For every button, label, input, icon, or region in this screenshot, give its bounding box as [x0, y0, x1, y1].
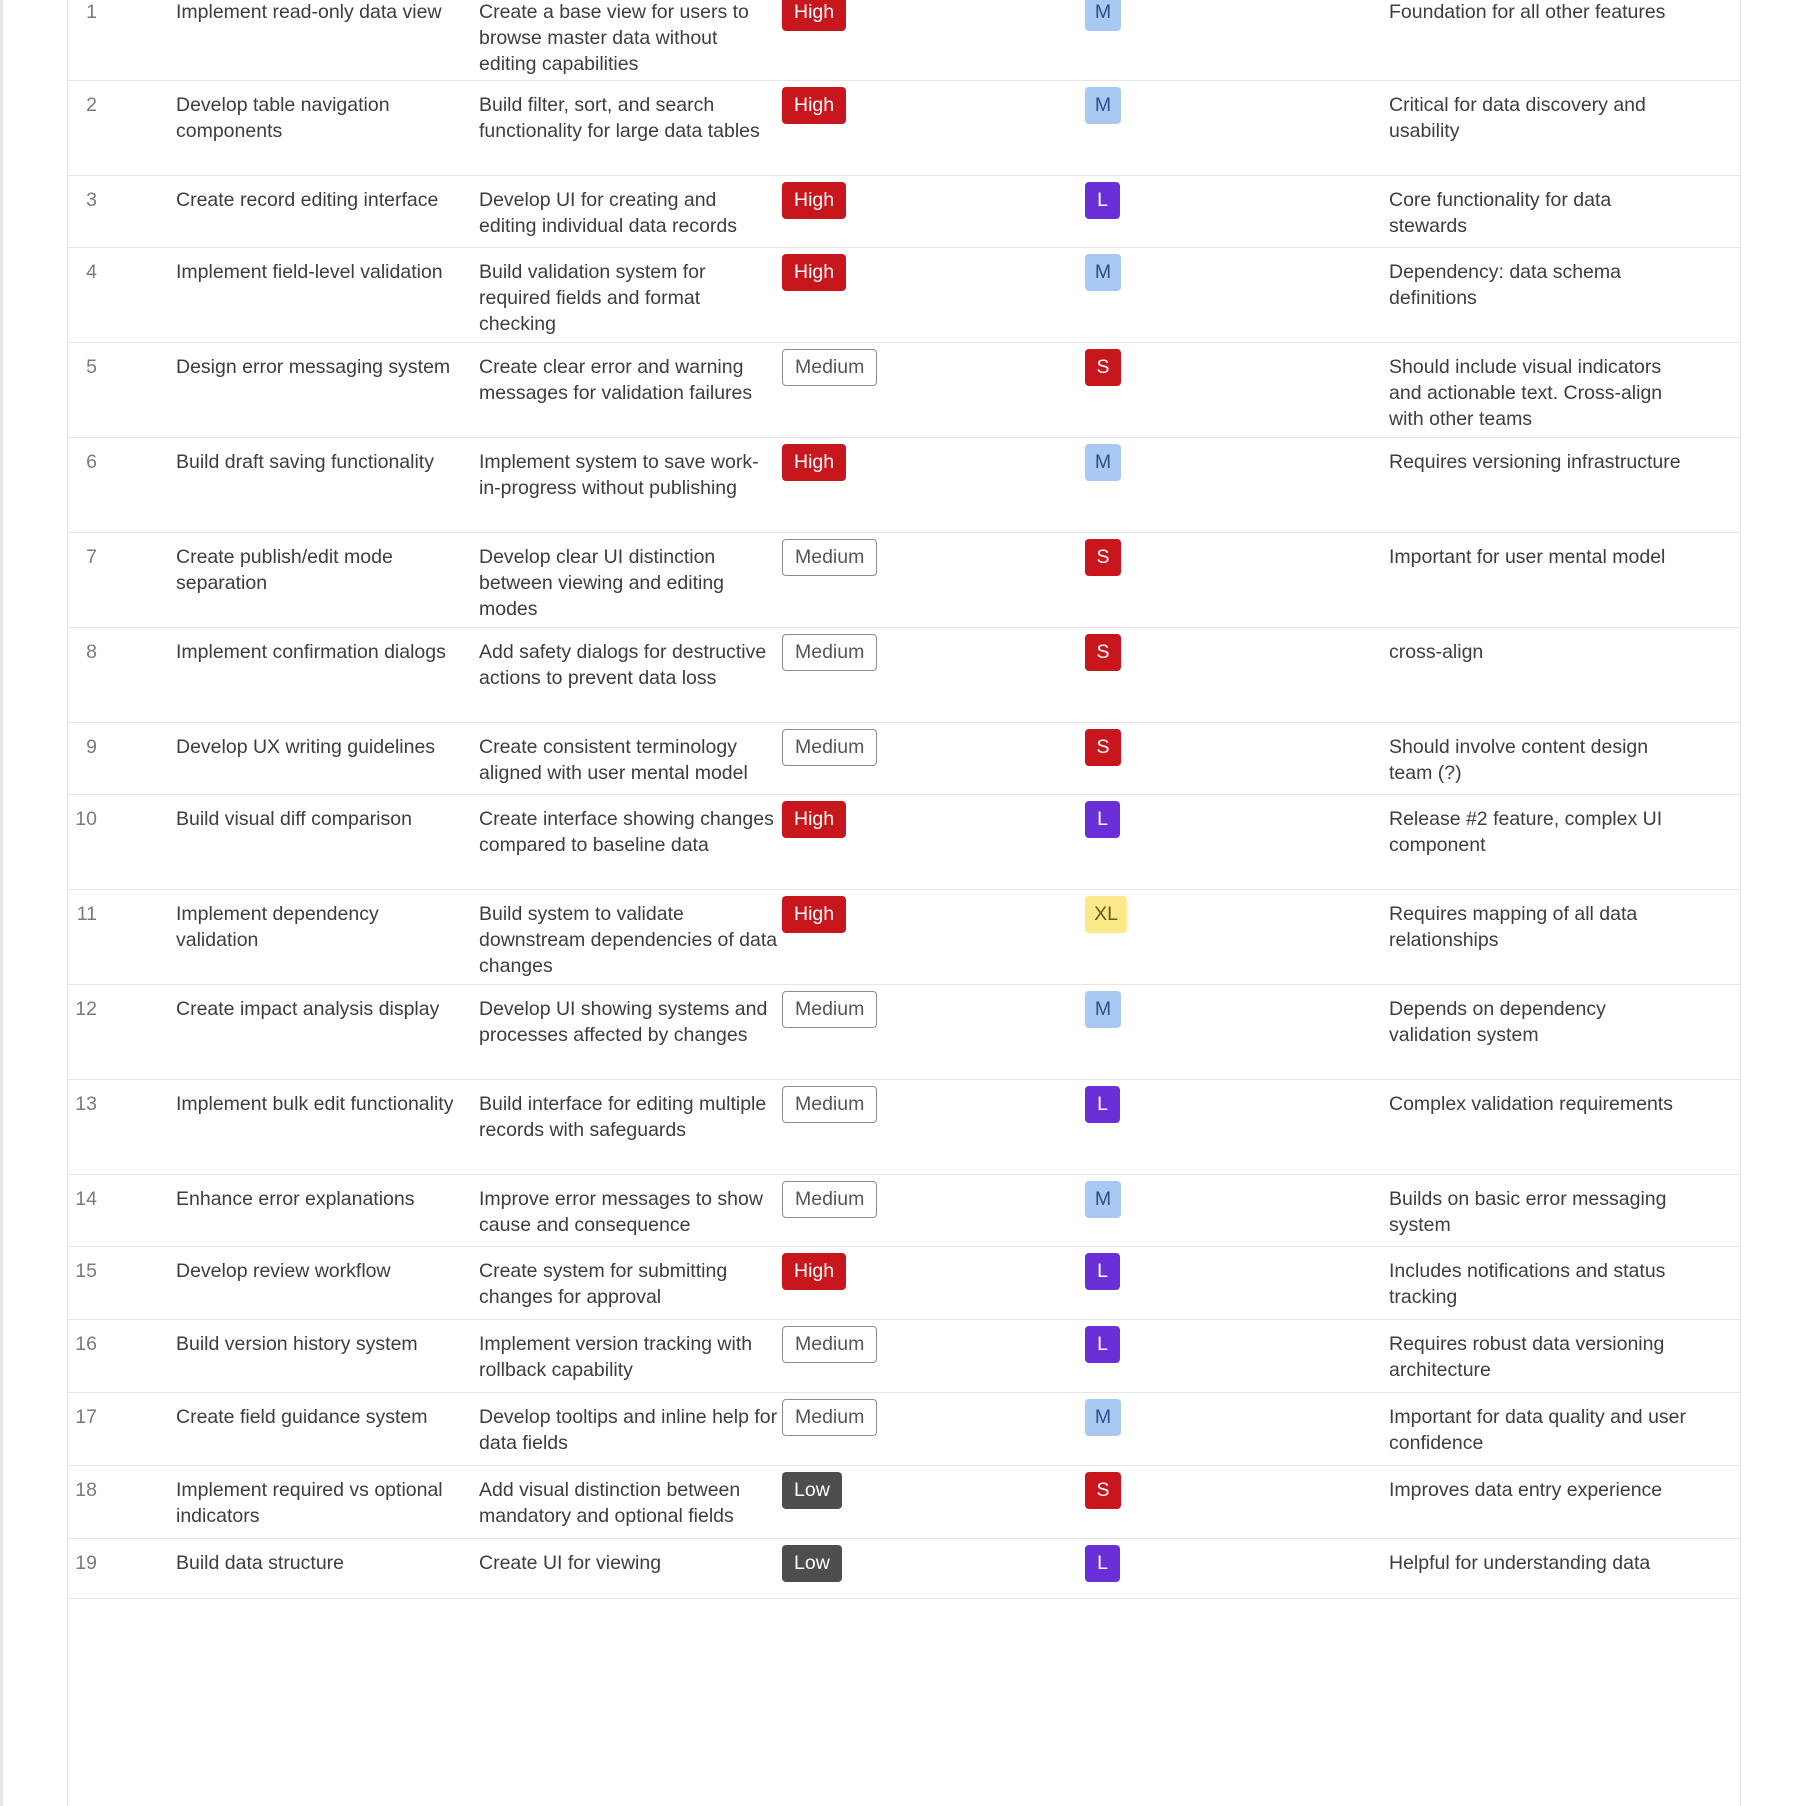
task-description: Create interface showing changes compared to baseline data	[479, 808, 774, 856]
table-row[interactable]	[68, 248, 1740, 343]
priority-badge-medium: Medium	[782, 634, 877, 671]
row-number: 3	[86, 189, 97, 211]
size-badge: S	[1085, 1472, 1121, 1509]
size-cell	[1085, 450, 1121, 481]
row-number: 9	[86, 736, 97, 758]
task-name: Build data structure	[176, 1552, 345, 1574]
task-notes: Should include visual indicators and actionable text. Cross-align with other teams	[1389, 356, 1663, 430]
row-number: 5	[86, 356, 97, 378]
task-description: Improve error messages to show cause and consequence	[479, 1188, 763, 1236]
priority-badge-medium: Medium	[782, 729, 877, 766]
priority-cell	[782, 260, 846, 291]
row-number: 10	[75, 808, 97, 830]
size-cell	[1085, 188, 1120, 219]
task-name: Create publish/edit mode separation	[176, 546, 393, 594]
size-badge: M	[1085, 1181, 1121, 1218]
size-badge: S	[1085, 729, 1121, 766]
task-description: Build interface for editing multiple records with safeguards	[479, 1093, 767, 1141]
size-cell	[1085, 355, 1121, 386]
table-row[interactable]	[68, 1393, 1740, 1466]
task-description: Develop UI showing systems and processes affected by changes	[479, 998, 768, 1046]
task-name: Implement read-only data view	[176, 1, 442, 23]
table-row[interactable]	[68, 985, 1740, 1080]
task-description: Implement system to save work-in-progress without publishing	[479, 451, 759, 499]
row-number: 8	[86, 641, 97, 663]
priority-cell	[782, 0, 846, 31]
size-badge: M	[1085, 444, 1121, 481]
task-description: Implement version tracking with rollback capability	[479, 1333, 753, 1381]
task-description: Add safety dialogs for destructive actions to prevent data loss	[479, 641, 767, 689]
row-number: 13	[75, 1093, 97, 1115]
priority-cell	[782, 1092, 877, 1123]
task-notes: Helpful for understanding data	[1389, 1552, 1651, 1574]
task-name: Implement field-level validation	[176, 261, 443, 283]
size-cell	[1085, 1332, 1120, 1363]
size-badge: L	[1085, 801, 1120, 838]
table-row[interactable]	[68, 176, 1740, 248]
priority-badge-high: High	[782, 801, 846, 838]
task-notes: Important for user mental model	[1389, 546, 1666, 568]
priority-badge-low: Low	[782, 1472, 842, 1509]
backlog-table	[67, 0, 1741, 1806]
size-cell	[1085, 640, 1121, 671]
task-notes: Should involve content design team (?)	[1389, 736, 1649, 784]
task-name: Develop UX writing guidelines	[176, 736, 436, 758]
size-badge: L	[1085, 1086, 1120, 1123]
task-notes: Depends on dependency validation system	[1389, 998, 1606, 1046]
priority-cell	[782, 902, 846, 933]
task-name: Enhance error explanations	[176, 1188, 415, 1210]
task-description: Develop tooltips and inline help for data fields	[479, 1406, 778, 1454]
task-name: Implement confirmation dialogs	[176, 641, 446, 663]
priority-badge-high: High	[782, 0, 846, 31]
size-cell	[1085, 1092, 1120, 1123]
priority-cell	[782, 1187, 877, 1218]
task-description: Create a base view for users to browse master data without editing capabilities	[479, 1, 749, 75]
task-notes: Foundation for all other features	[1389, 1, 1666, 23]
task-notes: Core functionality for data stewards	[1389, 189, 1612, 237]
row-number: 14	[75, 1188, 97, 1210]
priority-badge-high: High	[782, 254, 846, 291]
table-row[interactable]	[68, 1320, 1740, 1393]
task-notes: Requires versioning infrastructure	[1389, 451, 1681, 473]
table-row[interactable]	[68, 533, 1740, 628]
size-cell	[1085, 93, 1121, 124]
priority-cell	[782, 997, 877, 1028]
task-name: Implement required vs optional indicators	[176, 1479, 443, 1527]
size-cell	[1085, 0, 1121, 31]
priority-cell	[782, 1332, 877, 1363]
task-notes: Dependency: data schema definitions	[1389, 261, 1621, 309]
size-cell	[1085, 1478, 1121, 1509]
table-row[interactable]	[68, 1539, 1740, 1599]
task-notes: Critical for data discovery and usability	[1389, 94, 1646, 142]
priority-badge-medium: Medium	[782, 1326, 877, 1363]
priority-cell	[782, 545, 877, 576]
size-badge: XL	[1085, 896, 1127, 933]
priority-cell	[782, 1405, 877, 1436]
size-cell	[1085, 1405, 1121, 1436]
size-badge: S	[1085, 539, 1121, 576]
priority-badge-high: High	[782, 1253, 846, 1290]
size-badge: M	[1085, 254, 1121, 291]
size-badge: M	[1085, 0, 1121, 31]
row-number: 15	[75, 1260, 97, 1282]
row-number: 16	[75, 1333, 97, 1355]
size-cell	[1085, 1259, 1120, 1290]
size-cell	[1085, 1551, 1120, 1582]
task-description: Develop UI for creating and editing individual data records	[479, 189, 737, 237]
priority-cell	[782, 807, 846, 838]
row-number: 6	[86, 451, 97, 473]
task-notes: cross-align	[1389, 641, 1484, 663]
size-badge: L	[1085, 1326, 1120, 1363]
table-row[interactable]	[68, 1247, 1740, 1320]
priority-cell	[782, 93, 846, 124]
table-row[interactable]	[68, 1080, 1740, 1175]
priority-badge-low: Low	[782, 1545, 842, 1582]
task-description: Create system for submitting changes for approval	[479, 1260, 728, 1308]
task-description: Create clear error and warning messages for validation failures	[479, 356, 753, 404]
size-badge: M	[1085, 991, 1121, 1028]
size-badge: L	[1085, 1253, 1120, 1290]
priority-cell	[782, 450, 846, 481]
task-name: Build draft saving functionality	[176, 451, 434, 473]
table-row[interactable]	[68, 890, 1740, 985]
row-number: 11	[76, 903, 97, 925]
priority-cell	[782, 1259, 846, 1290]
task-notes: Requires robust data versioning architecture	[1389, 1333, 1665, 1381]
task-name: Design error messaging system	[176, 356, 451, 378]
size-badge: S	[1085, 634, 1121, 671]
task-description: Create consistent terminology aligned with user mental model	[479, 736, 748, 784]
row-number: 2	[86, 94, 97, 116]
row-number: 4	[86, 261, 97, 283]
size-cell	[1085, 902, 1127, 933]
priority-badge-high: High	[782, 896, 846, 933]
row-number: 12	[75, 998, 97, 1020]
task-name: Develop review workflow	[176, 1260, 391, 1282]
task-description: Build system to validate downstream dependencies of data changes	[479, 903, 778, 977]
row-number: 17	[75, 1406, 97, 1428]
priority-badge-medium: Medium	[782, 1181, 877, 1218]
size-badge: M	[1085, 87, 1121, 124]
table-row[interactable]	[68, 628, 1740, 723]
table-row[interactable]	[68, 81, 1740, 176]
task-notes: Important for data quality and user confidence	[1389, 1406, 1687, 1454]
size-badge: S	[1085, 349, 1121, 386]
size-cell	[1085, 260, 1121, 291]
priority-cell	[782, 640, 877, 671]
row-number: 18	[75, 1479, 97, 1501]
task-notes: Includes notifications and status tracking	[1389, 1260, 1666, 1308]
task-notes: Requires mapping of all data relationships	[1389, 903, 1638, 951]
priority-badge-high: High	[782, 444, 846, 481]
task-description: Develop clear UI distinction between viewing and editing modes	[479, 546, 725, 620]
table-row[interactable]	[68, 723, 1740, 795]
task-name: Develop table navigation components	[176, 94, 390, 142]
priority-badge-medium: Medium	[782, 1399, 877, 1436]
size-cell	[1085, 545, 1121, 576]
size-cell	[1085, 1187, 1121, 1218]
size-badge: L	[1085, 182, 1120, 219]
priority-badge-high: High	[782, 182, 846, 219]
task-description: Build filter, sort, and search functionality for large data tables	[479, 94, 760, 142]
row-number: 19	[75, 1552, 97, 1574]
table-row[interactable]	[68, 343, 1740, 438]
priority-badge-medium: Medium	[782, 539, 877, 576]
size-cell	[1085, 997, 1121, 1028]
task-name: Implement bulk edit functionality	[176, 1093, 454, 1115]
priority-badge-medium: Medium	[782, 991, 877, 1028]
table-row[interactable]	[68, 1175, 1740, 1247]
task-description: Build validation system for required fields and format checking	[479, 261, 706, 335]
task-description: Create UI for viewing	[479, 1552, 662, 1574]
size-badge: L	[1085, 1545, 1120, 1582]
table-row[interactable]	[68, 0, 1740, 81]
priority-badge-medium: Medium	[782, 1086, 877, 1123]
task-notes: Improves data entry experience	[1389, 1479, 1663, 1501]
task-notes: Complex validation requirements	[1389, 1093, 1673, 1115]
task-name: Build version history system	[176, 1333, 418, 1355]
task-notes: Release #2 feature, complex UI component	[1389, 808, 1663, 856]
priority-cell	[782, 355, 877, 386]
priority-cell	[782, 1478, 842, 1509]
table-row[interactable]	[68, 1466, 1740, 1539]
row-number: 1	[86, 1, 97, 23]
priority-badge-medium: Medium	[782, 349, 877, 386]
table-row[interactable]	[68, 438, 1740, 533]
task-notes: Builds on basic error messaging system	[1389, 1188, 1667, 1236]
priority-badge-high: High	[782, 87, 846, 124]
size-cell	[1085, 807, 1120, 838]
task-name: Build visual diff comparison	[176, 808, 412, 830]
row-number: 7	[86, 546, 97, 568]
priority-cell	[782, 1551, 842, 1582]
task-name: Create field guidance system	[176, 1406, 428, 1428]
size-badge: M	[1085, 1399, 1121, 1436]
task-name: Create record editing interface	[176, 189, 439, 211]
priority-cell	[782, 188, 846, 219]
task-name: Implement dependency validation	[176, 903, 379, 951]
task-name: Create impact analysis display	[176, 998, 440, 1020]
task-description: Add visual distinction between mandatory and optional fields	[479, 1479, 741, 1527]
table-row[interactable]	[68, 795, 1740, 890]
page-left-edge	[0, 0, 3, 1806]
size-cell	[1085, 735, 1121, 766]
priority-cell	[782, 735, 877, 766]
